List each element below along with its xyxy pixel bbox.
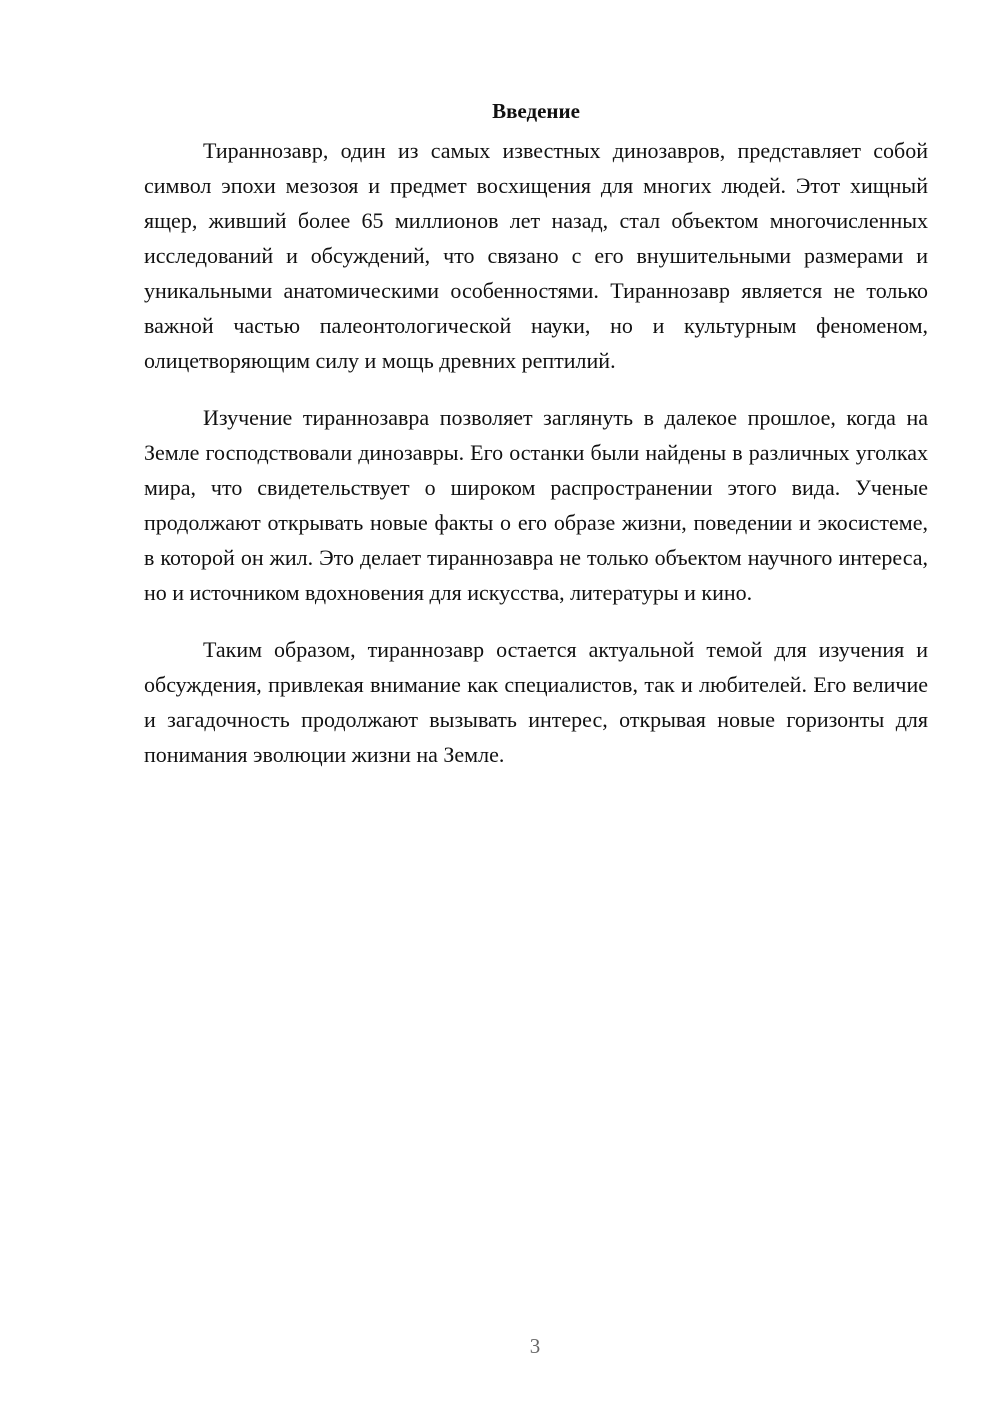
page-content	[144, 93, 928, 794]
paragraph-3: Таким образом, тираннозавр остается актуальной темой для изучения и обсуждения, привлекая внимание как специалистов, так и любителей. Его величие и загадочность продолжают вызывать интерес, открывая новые горизонты для понимания эволюции жизни на Земле.	[144, 637, 928, 767]
page-number: 3	[529, 1334, 541, 1358]
paragraph-2: Изучение тираннозавра позволяет заглянуть в далекое прошлое, когда на Земле господствовали динозавры. Его останки были найдены в различных уголках мира, что свидетельствует о широком распространении этого вида. Ученые продолжают открывать новые факты о его образе жизни, поведении и экосистеме, в которой он жил. Это делает тираннозавра не только объектом научного интереса, но и источником вдохновения для искусства, литературы и кино.	[144, 405, 928, 605]
section-heading: Введение	[492, 99, 580, 123]
paragraph-1: Тираннозавр, один из самых известных динозавров, представляет собой символ эпохи мезозоя и предмет восхищения для многих людей. Этот хищный ящер, живший более 65 миллионов лет назад, стал объектом многочисленных исследований и обсуждений, что связано с его внушительными размерами и уникальными анатомическими особенностями. Тираннозавр является не только важной частью палеонтологической науки, но и культурным феноменом, олицетворяющим силу и мощь древних рептилий.	[144, 138, 928, 373]
